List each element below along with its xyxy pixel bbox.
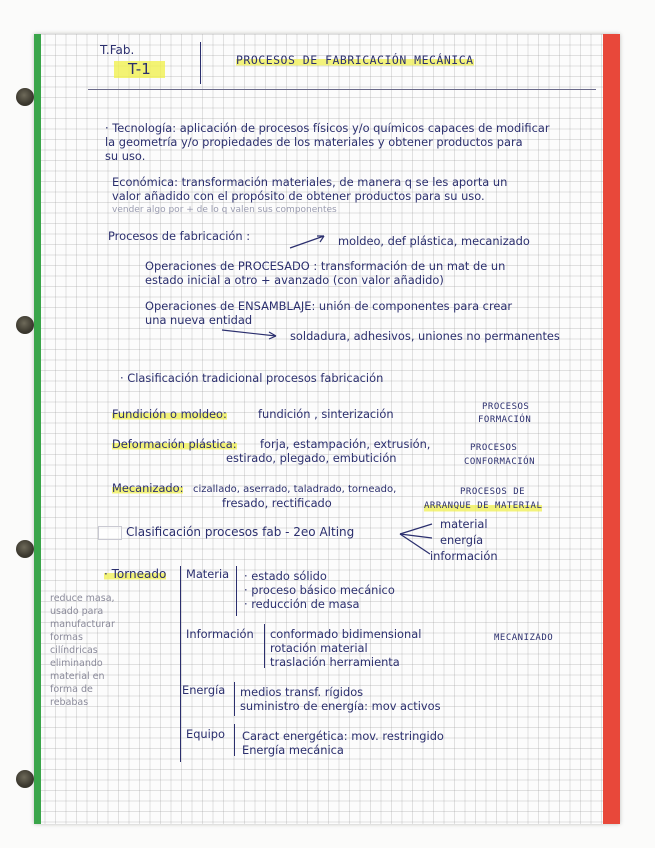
procesos-arrow-text: moldeo, def plástica, mecanizado xyxy=(338,234,530,248)
deformacion-label: Deformación plástica: xyxy=(112,437,237,451)
mecanizado-items: fresado, rectificado xyxy=(222,496,332,510)
economica-line: valor añadido con el propósito de obtener productos para su uso. xyxy=(112,189,485,203)
group-label: PROCESOS xyxy=(470,443,518,453)
side-note-line: formas xyxy=(50,632,83,643)
informacion-item: rotación material xyxy=(270,641,368,655)
materia-item: · proceso básico mecánico xyxy=(244,583,395,597)
page-left-edge xyxy=(34,34,41,824)
side-note-line: usado para xyxy=(50,606,104,617)
equipo-item: Caract energética: mov. restringido xyxy=(242,729,444,743)
torneado-label: · Torneado xyxy=(104,567,167,581)
side-note-line: forma de xyxy=(50,684,93,695)
mecanizado-items: cizallado, aserrado, taladrado, torneado, xyxy=(193,484,397,495)
side-note-line: manufacturar xyxy=(50,619,115,630)
page-title: PROCESOS DE FABRICACIÓN MECÁNICA xyxy=(236,53,474,67)
deformacion-items: estirado, plegado, embutición xyxy=(226,451,397,465)
energia-item: suministro de energía: mov activos xyxy=(240,699,441,713)
informacion-label: Información xyxy=(186,627,254,641)
materia-item: · reducción de masa xyxy=(244,597,360,611)
subject-label: T.Fab. xyxy=(100,43,135,57)
header-divider xyxy=(200,42,201,84)
binder-hole xyxy=(16,316,34,334)
informacion-item: conformado bidimensional xyxy=(270,627,422,641)
binder-hole xyxy=(16,540,34,558)
binder-hole xyxy=(16,770,34,788)
side-note-line: cilíndricas xyxy=(50,645,98,656)
side-note-line: reduce masa, xyxy=(50,593,115,604)
group-label: ARRANQUE DE MATERIAL xyxy=(424,501,543,511)
clasificacion-title: · Clasificación tradicional procesos fabricación xyxy=(120,371,384,385)
intro-line: la geometría y/o propiedades de los materiales y obtener productos para xyxy=(105,135,523,149)
group-label: FORMACIÓN xyxy=(478,415,532,425)
ensamblaje-line: una nueva entidad xyxy=(145,313,253,327)
materia-item: · estado sólido xyxy=(244,569,327,583)
informacion-item: traslación herramienta xyxy=(270,655,400,669)
mecanizado-label: Mecanizado: xyxy=(112,481,184,495)
economica-line: Económica: transformación materiales, de manera q se les aporta un xyxy=(112,175,508,189)
mecanizado-tag: MECANIZADO xyxy=(494,633,554,643)
table-divider xyxy=(264,624,265,668)
group-label: PROCESOS DE xyxy=(460,487,526,497)
side-note-line: material en xyxy=(50,671,105,682)
ensamblaje-line: Operaciones de ENSAMBLAJE: unión de componentes para crear xyxy=(145,299,513,313)
fundicion-label: Fundición o moldeo: xyxy=(112,407,227,421)
intro-line: · Tecnología: aplicación de procesos físicos y/o químicos capaces de modificar xyxy=(105,121,550,135)
alting-title: Clasificación procesos fab - 2eo Alting xyxy=(126,525,355,539)
intro-line: su uso. xyxy=(105,149,146,163)
white-out-patch xyxy=(98,526,122,540)
page-red-edge xyxy=(603,34,620,824)
fundicion-items: fundición , sinterización xyxy=(258,407,394,421)
ensamblaje-arrow-text: soldadura, adhesivos, uniones no permanentes xyxy=(290,329,560,343)
equipo-item: Energía mecánica xyxy=(242,743,344,757)
arrow-icon xyxy=(222,326,282,340)
equipo-label: Equipo xyxy=(186,727,226,741)
alting-item: material xyxy=(440,517,488,531)
group-label: CONFORMACIÓN xyxy=(464,457,536,467)
torneado-side-note xyxy=(50,592,140,709)
group-label: PROCESOS xyxy=(482,402,530,412)
alting-item: energía xyxy=(440,533,484,547)
header-rule xyxy=(88,89,596,90)
table-divider xyxy=(234,724,235,756)
arrow-icon xyxy=(290,232,330,252)
table-divider xyxy=(180,566,181,762)
binder-hole xyxy=(16,88,34,106)
alting-item: información xyxy=(430,549,498,563)
procesos-label: Procesos de fabricación : xyxy=(108,229,251,243)
side-note-line: rebabas xyxy=(50,697,89,708)
operaciones-line: estado inicial a otro + avanzado (con valor añadido) xyxy=(145,273,444,287)
side-note-line: eliminando xyxy=(50,658,103,669)
energia-label: Energía xyxy=(182,683,226,697)
operaciones-line: Operaciones de PROCESADO : transformación de un mat de un xyxy=(145,259,506,273)
table-divider xyxy=(236,566,237,616)
economica-note: vender algo por + de lo q valen sus componentes xyxy=(112,205,337,215)
deformacion-items: forja, estampación, extrusión, xyxy=(260,437,431,451)
table-divider xyxy=(234,682,235,716)
energia-item: medios transf. rígidos xyxy=(240,685,364,699)
materia-label: Materia xyxy=(186,567,230,581)
unit-label: T-1 xyxy=(114,61,165,78)
